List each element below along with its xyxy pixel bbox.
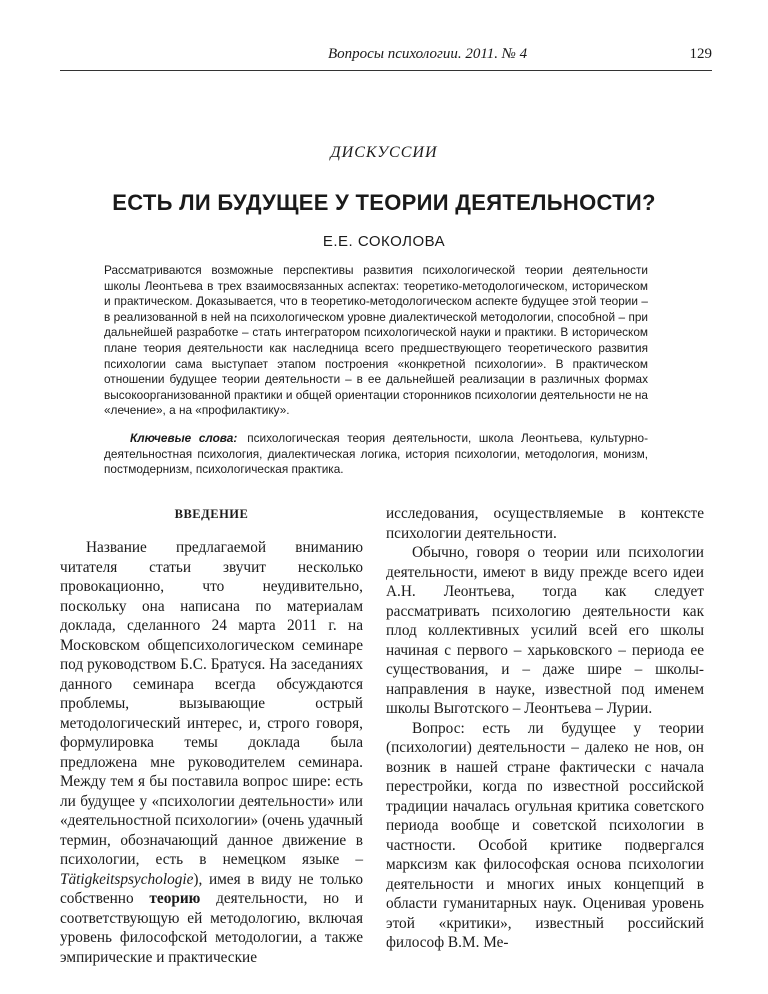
section-title: ДИСКУССИИ <box>330 144 438 161</box>
keywords-text: психологическая теория деятельности, школа Леонтьева, культурно-деятельностная психология, диалектическая логика, история психологии, методология, монизм, постмодернизм, психологическая практика. <box>104 431 649 477</box>
article-author: Е.Е. СОКОЛОВА <box>322 233 446 250</box>
german-term: Tätigkeitspsychologie <box>60 870 194 888</box>
intro-paragraph <box>60 538 363 967</box>
intro-text-3: деятельности, но и соответствующую ей методологию, включая уровень философской методологии, а также эмпирические и практические <box>60 890 364 966</box>
journal-title: Вопросы психологии. 2011. № 4 <box>328 46 528 62</box>
paragraph-2: Обычно, говоря о теории или психологии деятельности, имеют в виду прежде всего идеи А.Н. Леонтьева, тогда как следует рассматривать психологию деятельности как плод коллективных усилий всей его школы начиная с первого – харьковского – периода ее существования, и – даже шире – школы-направления в науке, известной под именем школы Выготского – Леонтьева – Лурии. <box>386 544 704 717</box>
abstract: Рассматриваются возможные перспективы развития психологической теории деятельности школы Леонтьева в трех взаимосвязанных аспектах: теоретико-методологическом, историческом и практическом. Доказывается, что в теоретико-методологическом аспекте будущее этой теории – в реализованной в ней на психологическом уровне диалектической методологии, способной – при дальнейшей разработке – стать интегратором психологической науки и практики. В историческом плане теория деятельности как наследница всего предшествующего теоретического развития психологии сама выступает этапом построения «конкретной психологии». В практическом отношении будущее теории деятельности – в ее дальнейшей реализации в различных формах высокоорганизованной практики и общей ориентации сторонников психологии деятельности не на «лечение», а на «профилактику». <box>104 263 648 418</box>
left-column <box>60 504 363 967</box>
continued-paragraph: исследования, осуществляемые в контексте психологии деятельности. <box>386 505 704 542</box>
running-header <box>60 46 712 68</box>
article-title: ЕСТЬ ЛИ БУДУЩЕЕ У ТЕОРИИ ДЕЯТЕЛЬНОСТИ? <box>112 190 656 215</box>
paragraph-3: Вопрос: есть ли будущее у теории (психологии) деятельности – далеко не нов, он возник в нашей стране фактически с начала перестройки, когда по известной российской традиции началась огульная критика советского периода вообще и советской психологии в частности. Особой критике подвергался марксизм как философская основа психологии деятельности и многих иных концепций в области гуманитарных наук. Оценивая уровень этой «критики», известный российский философ В.М. Ме- <box>386 719 704 951</box>
page-number: 129 <box>689 46 712 62</box>
intro-heading: ВВЕДЕНИЕ <box>174 507 249 521</box>
emphasis-word: теорию <box>149 890 201 907</box>
right-column <box>386 504 704 953</box>
intro-text-2: ), имея в виду не только собственно <box>60 870 363 907</box>
intro-text-1: Название предлагаемой вниманию читателя статьи звучит несколько провокационно, что неудивительно, поскольку она написана по материалам доклада, сделанного 24 марта 2011 г. на Московском общепсихологическом семинаре под руководством Б.С. Братуся. На заседаниях данного семинара всегда обсуждаются проблемы, вызывающие острый методологический интерес, и, строго говоря, формулировка темы доклада была предложена мне руководителем семинара. Между тем я бы поставила вопрос шире: есть ли будущее у «психологии деятельности» или «деятельностной психологии» (очень удачный термин, обозначающий данное движение в психологии, есть в немецком языке – <box>60 539 363 868</box>
keywords <box>104 431 648 478</box>
keywords-label: Ключевые слова: <box>130 431 238 445</box>
header-rule <box>60 70 712 71</box>
